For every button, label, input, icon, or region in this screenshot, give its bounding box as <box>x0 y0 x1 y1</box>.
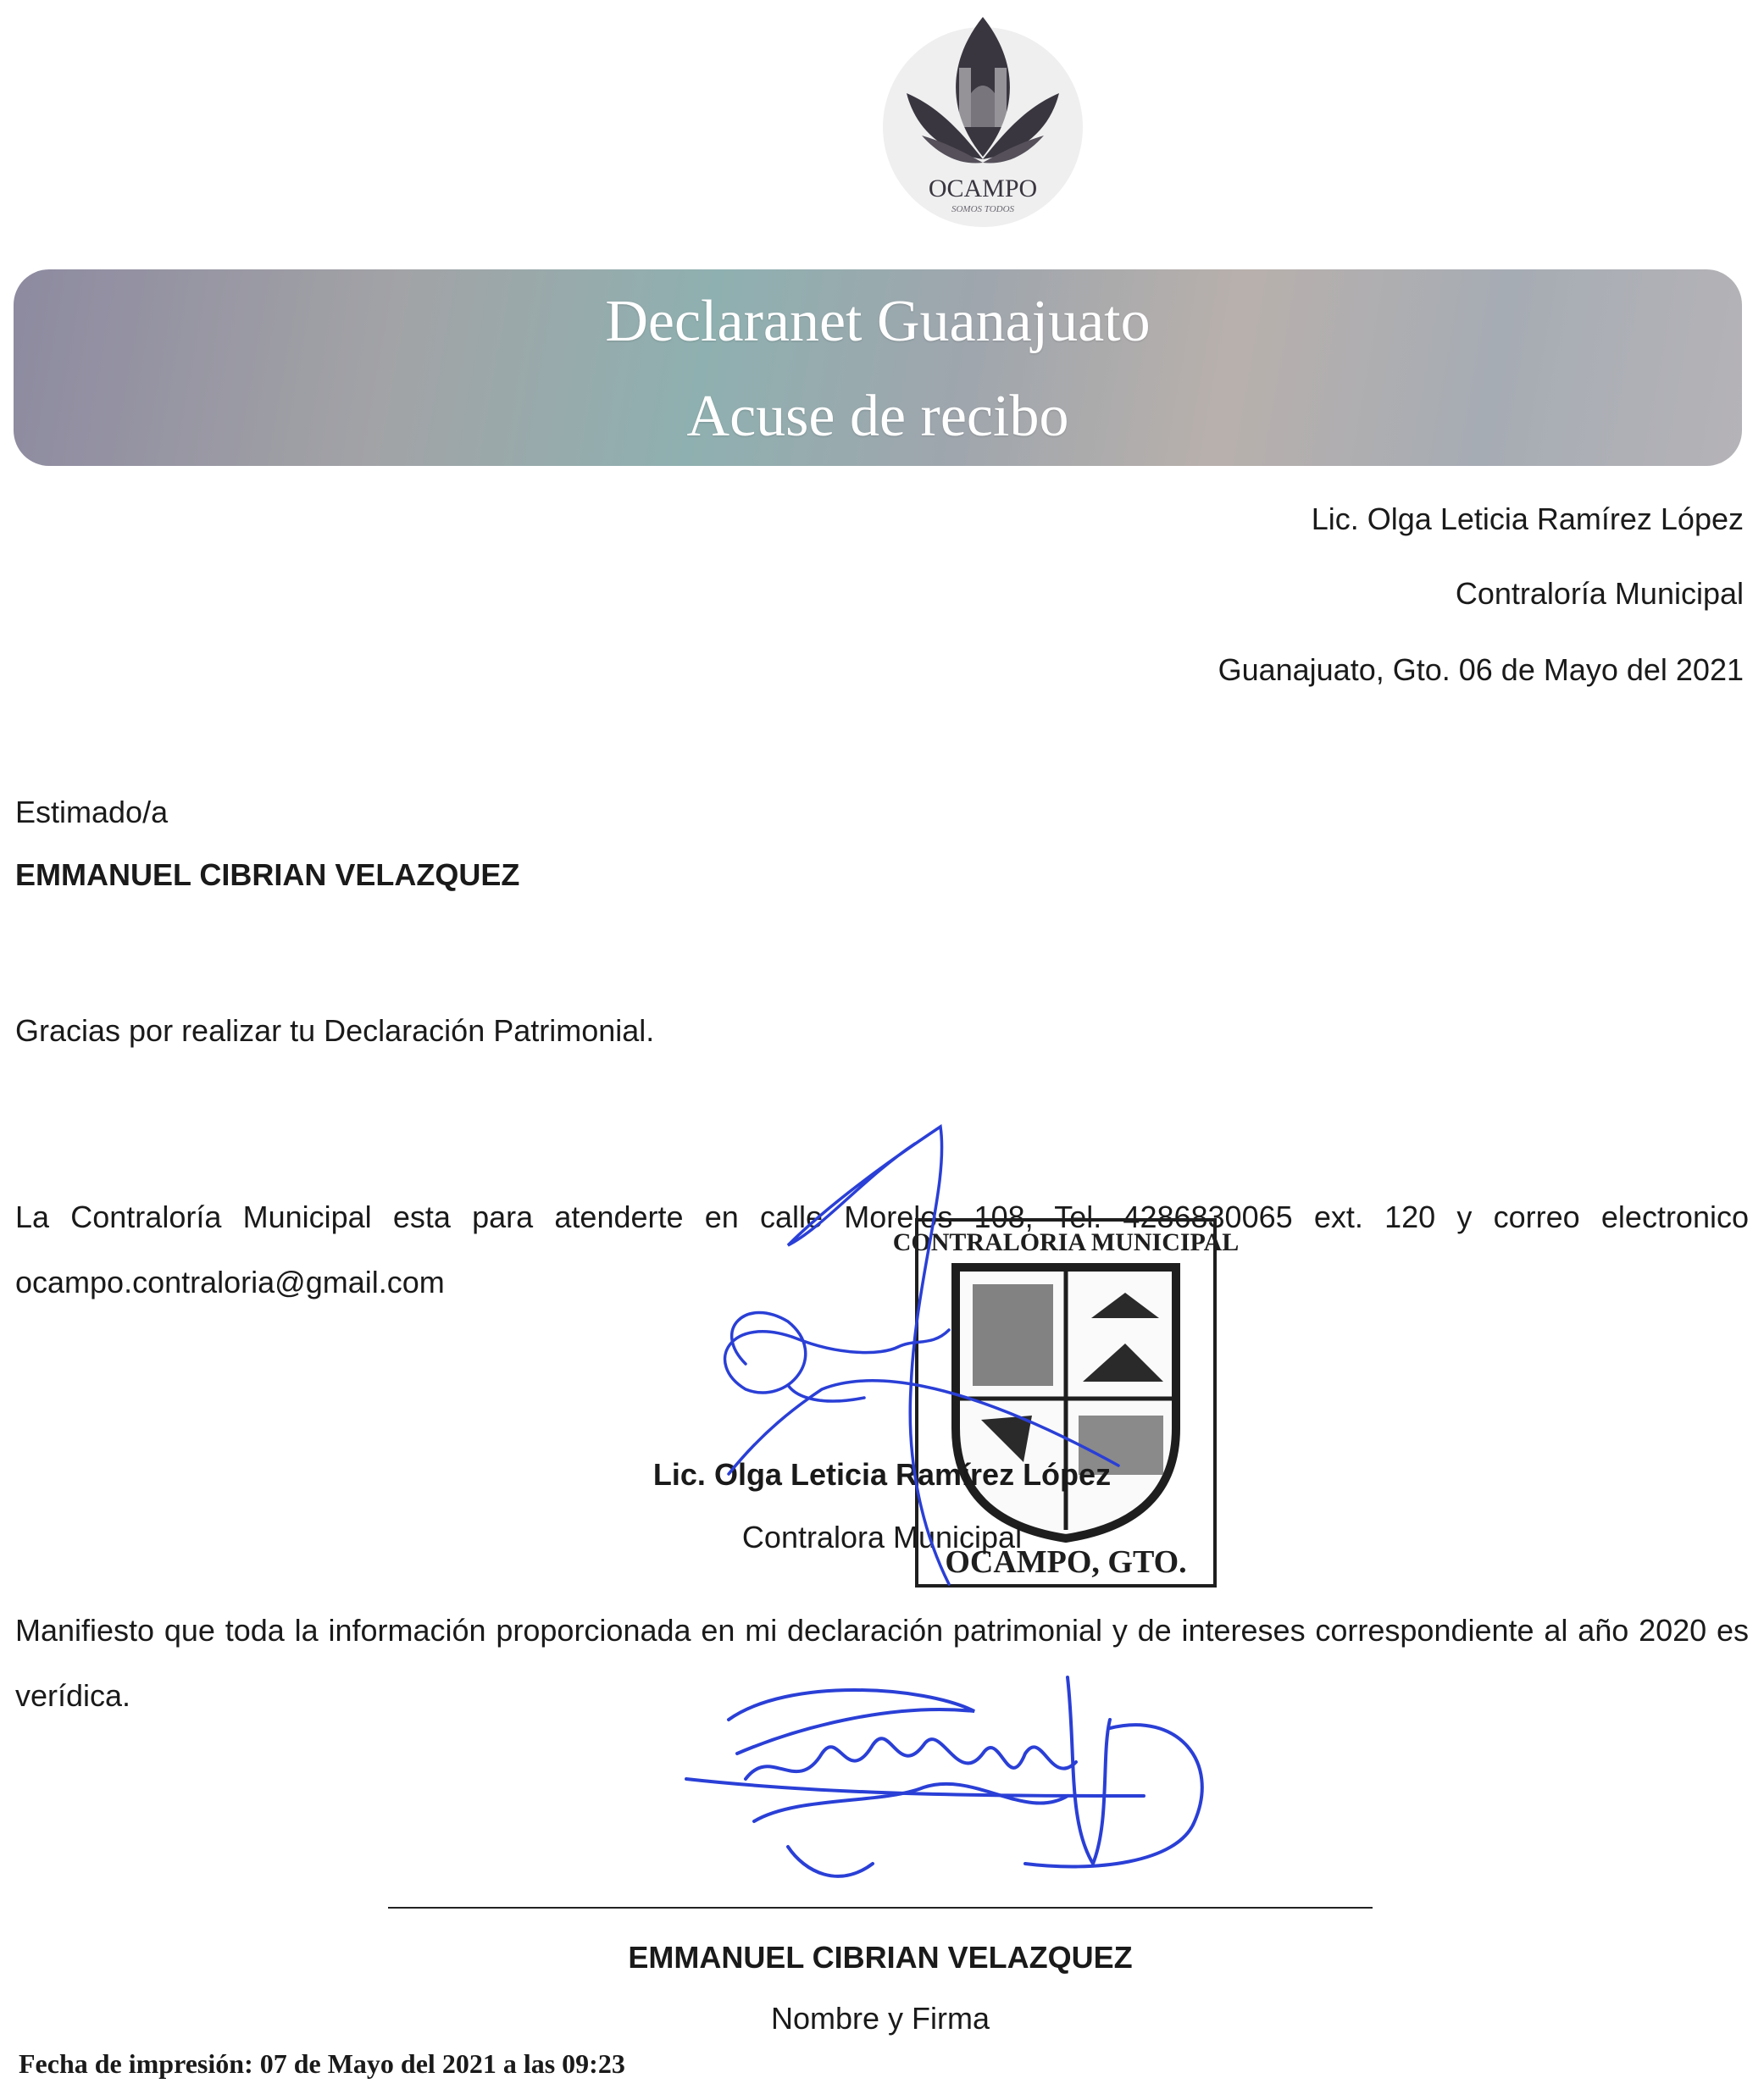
stamp-top-text: CONTRALORIA MUNICIPAL <box>892 1228 1240 1256</box>
signatory-title: Contralora Municipal <box>741 1520 1023 1554</box>
header-place-date: Guanajuato, Gto. 06 de Mayo del 2021 <box>1218 652 1744 687</box>
logo-tagline: SOMOS TODOS <box>951 204 1015 214</box>
print-date: Fecha de impresión: 07 de Mayo del 2021 a las 09:23 <box>19 2048 625 2079</box>
declarant-name: EMMANUEL CIBRIAN VELAZQUEZ <box>628 1940 1133 1975</box>
stamp-bottom-text: OCAMPO, GTO. <box>945 1544 1187 1580</box>
signatory-name: Lic. Olga Leticia Ramírez López <box>652 1457 1112 1492</box>
signatory-signature <box>695 1110 1220 1601</box>
title-banner <box>14 269 1742 466</box>
declarant-signature <box>669 1652 1229 1906</box>
header-official: Lic. Olga Leticia Ramírez López <box>1311 501 1744 536</box>
logo-text: OCAMPO <box>928 175 1038 202</box>
salutation: Estimado/a <box>15 795 169 829</box>
thanks-text: Gracias por realizar tu Declaración Patrimonial. <box>15 1013 655 1048</box>
recipient-name: EMMANUEL CIBRIAN VELAZQUEZ <box>15 857 520 892</box>
header-office: Contraloría Municipal <box>1455 576 1744 611</box>
banner-title: Declaranet Guanajuato <box>605 289 1151 354</box>
banner-subtitle: Acuse de recibo <box>686 384 1069 449</box>
manifest-paragraph: Manifiesto que toda la información proporcionada en mi declaración patrimonial y de intereses correspondiente al año 2020 es verídica. <box>15 1613 1749 1713</box>
contact-paragraph: La Contraloría Municipal esta para atenderte en calle Morelos 108, Tel. 4286830065 ext. 120 y correo electronico ocampo.contraloria@gmail.com <box>15 1200 1749 1299</box>
declarant-caption: Nombre y Firma <box>770 2001 990 2036</box>
signature-line <box>388 1907 1373 1909</box>
ocampo-logo <box>856 8 1101 229</box>
